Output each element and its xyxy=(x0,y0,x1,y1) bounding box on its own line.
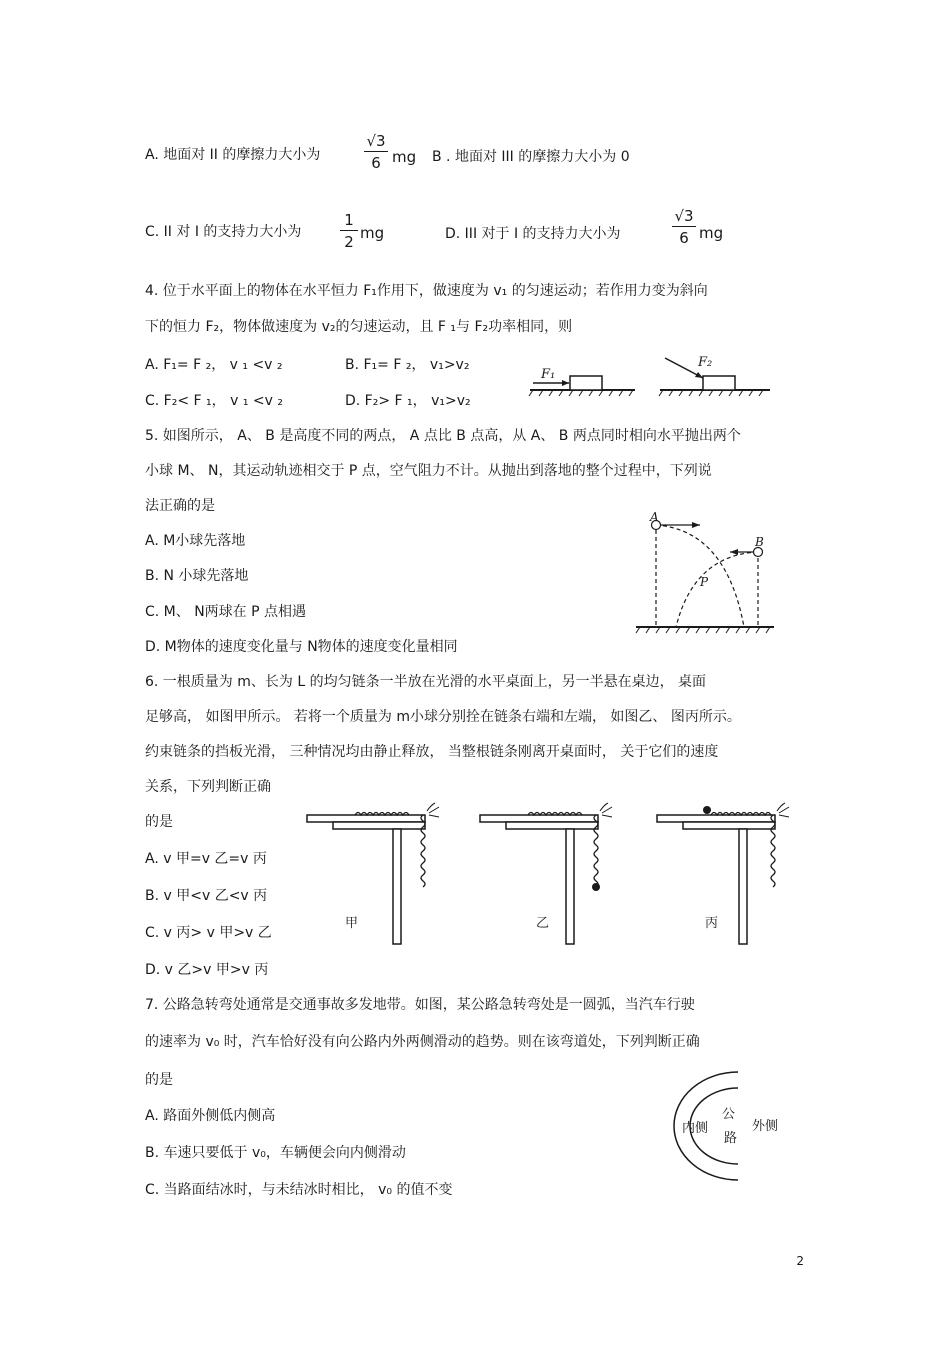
q7-fig-road-label-1: 公 xyxy=(722,1107,736,1122)
q6-stem-line1: 6. 一根质量为 m、长为 L 的均匀链条一半放在光滑的水平桌面上，另一半悬在桌边， 桌面 xyxy=(145,674,707,690)
q7-option-c: C. 当路面结冰时，与未结冰时相比， v₀ 的值不变 xyxy=(145,1182,453,1198)
q6-fig-jia-label: 甲 xyxy=(345,916,359,931)
q3-option-a-fraction xyxy=(364,131,388,174)
fraction-denominator: 6 xyxy=(679,229,689,247)
q7-fig-outer-label: 外侧 xyxy=(752,1119,779,1134)
q5-fig-label-b: B xyxy=(755,535,764,549)
q6-stem-line5: 的是 xyxy=(145,814,173,830)
q5-projectile-figure xyxy=(634,510,784,635)
q6-option-a: A. v 甲=v 乙=v 丙 xyxy=(145,851,267,867)
q3-option-c-unit: mg xyxy=(360,224,385,242)
q5-option-d: D. M物体的速度变化量与 N物体的速度变化量相同 xyxy=(145,639,458,655)
q3-option-b: B . 地面对 III 的摩擦力大小为 0 xyxy=(432,149,630,165)
q6-figure-yi xyxy=(478,795,618,950)
q3-option-d: D. III 对于 I 的支持力大小为 xyxy=(445,226,621,242)
q6-figure-jia xyxy=(305,795,445,950)
q4-fig-f1-label: F₁ xyxy=(541,367,556,382)
q7-curve-road-figure xyxy=(668,1068,793,1183)
q4-option-a: A. F₁= F ₂， v ₁ <v ₂ xyxy=(145,357,283,373)
q6-fig-bing-label: 丙 xyxy=(705,916,719,931)
fraction-denominator: 2 xyxy=(344,233,354,251)
q3-option-d-fraction xyxy=(672,206,696,249)
q3-option-a: A. 地面对 II 的摩擦力大小为 xyxy=(145,147,321,163)
q4-force-figure xyxy=(525,348,785,398)
q6-option-c: C. v 丙> v 甲>v 乙 xyxy=(145,925,272,941)
q4-stem-line2: 下的恒力 F₂，物体做速度为 v₂的匀速运动，且 F ₁与 F₂功率相同，则 xyxy=(145,319,573,335)
fraction-denominator: 6 xyxy=(371,154,381,172)
q5-stem-line1: 5. 如图所示， A、 B 是高度不同的两点， A 点比 B 点高，从 A、 B 两点同时相向水平抛出两个 xyxy=(145,428,741,444)
q6-stem-line2: 足够高， 如图甲所示。 若将一个质量为 m小球分别拴在链条右端和左端， 如图乙、 图丙所示。 xyxy=(145,709,741,725)
fraction-numerator: √3 xyxy=(364,131,388,152)
q7-stem-line2: 的速率为 v₀ 时，汽车恰好没有向公路内外两侧滑动的趋势。则在该弯道处，下列判断正确 xyxy=(145,1034,700,1050)
q3-option-d-unit: mg xyxy=(699,224,724,242)
q5-stem-line2: 小球 M、 N，其运动轨迹相交于 P 点，空气阻力不计。从抛出到落地的整个过程中，下列说 xyxy=(145,463,712,479)
q6-stem-line4: 关系，下列判断正确 xyxy=(145,779,271,795)
q4-fig-f2-label: F₂ xyxy=(698,355,713,370)
q7-option-b: B. 车速只要低于 v₀，车辆便会向内侧滑动 xyxy=(145,1145,406,1161)
q6-fig-yi-label: 乙 xyxy=(536,916,550,931)
fraction-numerator: 1 xyxy=(340,210,358,231)
q5-option-b: B. N 小球先落地 xyxy=(145,568,249,584)
q5-option-c: C. M、 N两球在 P 点相遇 xyxy=(145,604,307,620)
q5-stem-line3: 法正确的是 xyxy=(145,498,215,514)
q7-option-a: A. 路面外侧低内侧高 xyxy=(145,1108,276,1124)
q6-option-d: D. v 乙>v 甲>v 丙 xyxy=(145,962,269,978)
page-number: 2 xyxy=(796,1254,804,1268)
q3-option-a-unit: mg xyxy=(392,148,417,166)
q5-option-a: A. M小球先落地 xyxy=(145,533,246,549)
q4-option-b: B. F₁= F ₂， v₁>v₂ xyxy=(345,357,470,373)
q7-stem-line3: 的是 xyxy=(145,1072,173,1088)
q6-figure-bing xyxy=(655,795,795,950)
q7-fig-inner-label: 内侧 xyxy=(682,1121,709,1136)
q7-fig-road-label-2: 路 xyxy=(724,1131,738,1146)
q4-option-c: C. F₂< F ₁， v ₁ <v ₂ xyxy=(145,393,283,409)
q3-option-c-fraction xyxy=(340,210,358,253)
q4-stem-line1: 4. 位于水平面上的物体在水平恒力 F₁作用下，做速度为 v₁ 的匀速运动；若作用力变为斜向 xyxy=(145,283,708,299)
fraction-numerator: √3 xyxy=(672,206,696,227)
q7-stem-line1: 7. 公路急转弯处通常是交通事故多发地带。如图，某公路急转弯处是一圆弧，当汽车行驶 xyxy=(145,997,695,1013)
q3-option-c: C. II 对 I 的支持力大小为 xyxy=(145,224,302,240)
q6-option-b: B. v 甲<v 乙<v 丙 xyxy=(145,888,268,904)
q5-fig-label-a: A xyxy=(650,510,659,524)
q4-option-d: D. F₂> F ₁， v₁>v₂ xyxy=(345,393,471,409)
q5-fig-label-p: P xyxy=(700,575,709,589)
q6-stem-line3: 约束链条的挡板光滑， 三种情况均由静止释放， 当整根链条刚离开桌面时， 关于它们的速度 xyxy=(145,744,719,760)
